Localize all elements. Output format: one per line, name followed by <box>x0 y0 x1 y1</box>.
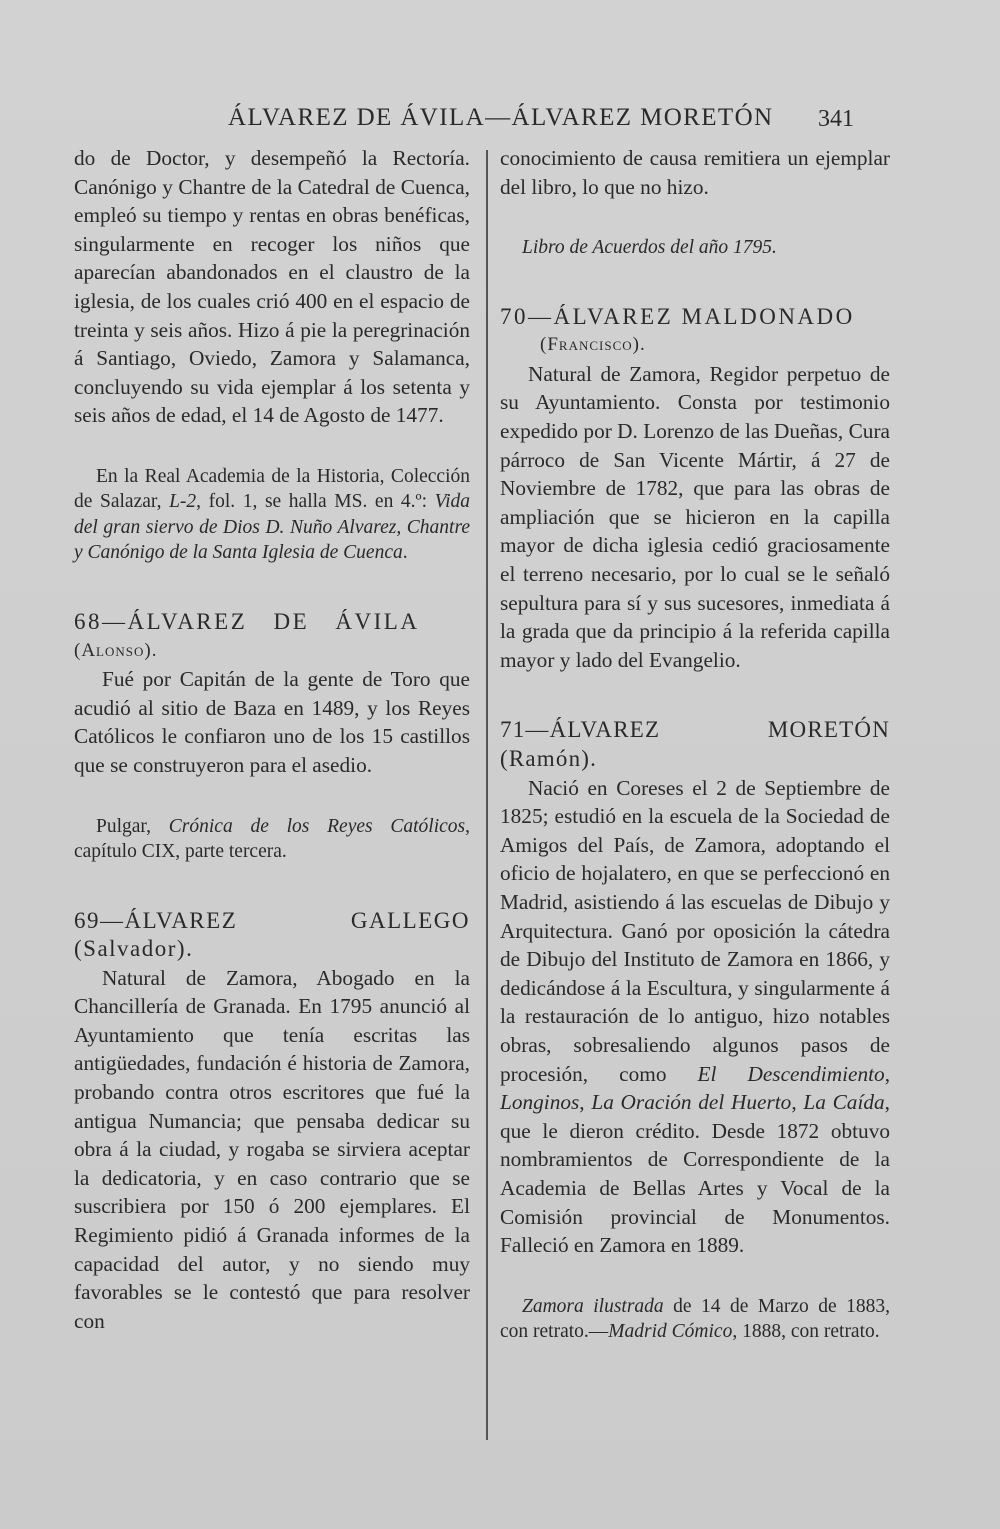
entry-70-subheading: (Francisco). <box>540 334 646 356</box>
entry-70-heading: 70—ÁLVAREZ MALDONADO <box>500 303 855 329</box>
entry-68-note: Pulgar, Crónica de los Reyes Católicos, capítulo CIX, parte tercera. <box>74 815 470 862</box>
page-header <box>0 104 1000 144</box>
entry-68-heading: 68—ÁLVAREZ DE ÁVILA <box>74 608 420 634</box>
entry-68-body: Fué por Capitán de la gente de Toro que acudió al sitio de Baza en 1489, y los Reyes Católicos le confiaron uno de los 15 castillos que se construyeron para el asedio. <box>74 667 470 777</box>
column-divider <box>486 150 488 1440</box>
entry-70-body: Natural de Zamora, Regidor perpetuo de su Ayuntamiento. Consta por testimonio expedido por D. Lorenzo de las Dueñas, Cura párroco de San Vicente Mártir, á 27 de Noviembre de 1782, que para las obras de ampliación que se hicieron en la capilla mayor de dicha iglesia cedió graciosamente el terreno necesario, por lo cual se le señaló sepultura para sí y sus sucesores, inmediata á la grada que da principio á la referida capilla mayor y lado del Evangelio. <box>500 361 890 672</box>
running-head: ÁLVAREZ DE ÁVILA—ÁLVAREZ MORETÓN <box>228 104 774 131</box>
entry-68-subheading: (Alonso). <box>74 639 158 661</box>
continuation-paragraph-right: conocimiento de causa remitiera un ejemplar del libro, lo que no hizo. <box>500 146 890 199</box>
right-column <box>500 144 890 1345</box>
entry-71-note: Zamora ilustrada de 14 de Marzo de 1883, con retrato.—Madrid Cómico, 1888, con retrato. <box>500 1295 891 1343</box>
page-number: 341 <box>818 106 854 132</box>
entry-69-body: Natural de Zamora, Abogado en la Chancillería de Granada. En 1795 anunció al Ayuntamiento que tenía escritas las antigüedades, fundación é historia de Zamora, probando contra otros escritores que fué la antigua Numancia; que pensaba dedicar su obra á la ciudad, y rogaba se sirviera aceptar la dedicatoria, y en caso contrario que se suscribiera por 150 ó 200 ejemplares. El Regimiento pidió á Granada informes de la capacidad del autor, y no siendo muy favorables se le contestó que para resolver con <box>74 965 470 1333</box>
left-column <box>74 144 470 1335</box>
entry-69-heading: 69—ÁLVAREZ GALLEGO (Salvador). <box>74 907 470 962</box>
entry-71-body: Nació en Coreses el 2 de Septiembre de 1825; estudió en la escuela de la Sociedad de Amigos del País, de Zamora, adoptando el oficio de hojalatero, en que se perfeccionó en Madrid, asistiendo á las escuelas de Dibujo y Arquitectura. Ganó por oposición la cátedra de Dibujo del Instituto de Zamora en 1866, y dedicándose á la Escultura, y singularmente á la restauración de lo antiguo, hizo notables obras, sobresaliendo algunos pasos de procesión, como El Descendimiento, Longinos, La Oración del Huerto, La Caída, que le dieron crédito. Desde 1872 obtuvo nombramientos de Correspondiente de la Academia de Bellas Artes y Vocal de la Comisión provincial de Monumentos. Falleció en Zamora en 1889. <box>500 775 891 1258</box>
continuation-paragraph: do de Doctor, y desempeñó la Rectoría. Canónigo y Chantre de la Catedral de Cuenca, empleó su tiempo y rentas en obras benéficas, singularmente en recoger los niños que aparecían abandonados en el claustro de la iglesia, de los cuales crió 400 en el espacio de treinta y seis años. Hizo á pie la peregrinación á Santiago, Oviedo, Zamora y Salamanca, concluyendo su vida ejemplar á los setenta y seis años de edad, el 14 de Agosto de 1477. <box>74 146 470 428</box>
reference-note: En la Real Academia de la Historia, Colección de Salazar, L-2, fol. 1, se halla MS. en 4.º: Vida del gran siervo de Dios D. Nuño Alvarez, Chantre y Canónigo de la Santa Iglesia de Cuenca. <box>74 465 470 564</box>
entry-69-source-note: Libro de Acuerdos del año 1795. <box>522 237 777 259</box>
entry-71-heading: 71—ÁLVAREZ MORETÓN (Ramón). <box>500 717 890 771</box>
